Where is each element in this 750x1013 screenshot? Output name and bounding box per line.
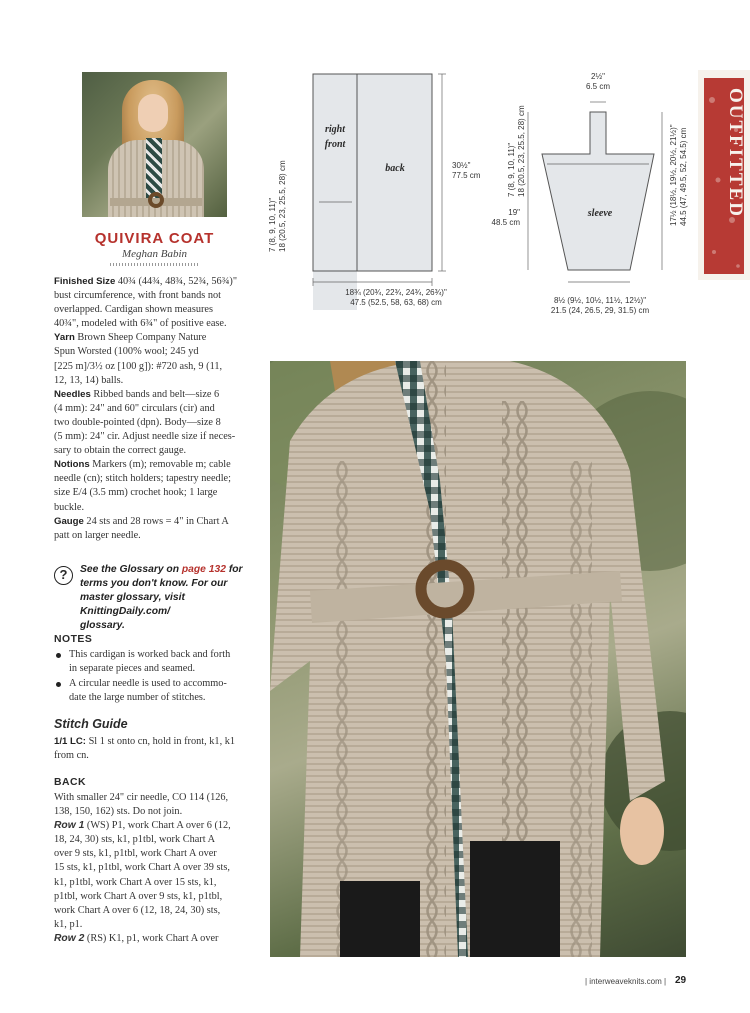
main-coat-photo — [270, 361, 686, 957]
glossary-page-link[interactable]: page 132 — [181, 564, 226, 575]
front-width-imperial: 7 (8, 9, 10, 11)" — [268, 197, 277, 252]
note-line: in separate pieces and seamed. — [69, 663, 196, 675]
sleeve-cuff-label — [530, 296, 670, 316]
spec-line: buckle. — [54, 501, 85, 513]
back-label: back — [385, 163, 405, 174]
bullet-icon — [56, 682, 61, 687]
sleeve-top-metric: 6.5 cm — [585, 82, 610, 91]
finished-size-block — [54, 275, 266, 543]
body-width-metric: 47.5 (52.5, 58, 63, 68) cm — [350, 298, 442, 307]
plaid-shirt-shape — [146, 138, 162, 198]
spec-line: size E/4 (3.5 mm) crochet hook; 1 large — [54, 487, 218, 499]
sleeve-cap-imperial: 7 (8, 9, 10, 11)" — [507, 142, 516, 197]
right-front-label — [313, 122, 357, 152]
instruction-line: With smaller 24" cir needle, CO 114 (126, — [54, 792, 229, 803]
needles-label: Needles — [54, 388, 91, 400]
sleeve-cuff-imperial: 8½ (9½, 10½, 11½, 12½)" — [553, 296, 647, 305]
glossary-url-link[interactable]: master glossary, visit KnittingDaily.com/ — [80, 592, 185, 617]
row2-label: Row 2 — [54, 932, 85, 944]
question-icon: ? — [54, 566, 73, 585]
body-length-label — [452, 161, 480, 181]
note-line: date the large number of stitches. — [69, 692, 206, 704]
bullet-icon — [56, 653, 61, 658]
pattern-title: QUIVIRA COAT — [94, 230, 215, 247]
spec-line: Markers (m); removable m; cable — [89, 459, 231, 471]
sleeve-length-metric: 48.5 cm — [491, 218, 520, 227]
glossary-line: glossary. — [80, 620, 125, 631]
instruction-line: (WS) P1, work Chart A over 6 (12, — [84, 820, 231, 832]
glossary-pre: See the Glossary on — [80, 564, 182, 575]
section-tab — [698, 70, 750, 280]
photo-illustration — [270, 361, 686, 957]
spec-line: sary to obtain the correct gauge. — [54, 445, 187, 457]
body-width-imperial: 18¾ (20¾, 22¾, 24¾, 26¾)" — [345, 288, 447, 297]
body-length-imperial: 30½" — [452, 161, 471, 170]
sleeve-cuff-metric: 21.5 (24, 26.5, 29, 31.5) cm — [550, 306, 650, 315]
note-item — [54, 648, 262, 678]
sleeve-upper-width-imperial: 17½ (18½, 19½, 20½, 21½)" — [669, 124, 678, 226]
spec-line: 40¾ (44¾, 48¾, 52¾, 56¾)" — [115, 276, 238, 287]
cable-panel — [570, 461, 592, 957]
tab-stamp — [698, 70, 750, 280]
sleeve-top-imperial: 2½" — [591, 72, 605, 81]
right-front-label-line: right — [324, 124, 345, 135]
instruction-line: over 9 sts, k1, p1tbl, work Chart A over — [54, 848, 217, 860]
stitch-guide-block — [54, 735, 266, 763]
right-front-label-line: front — [324, 139, 346, 150]
footer-site: | interweaveknits.com | — [585, 977, 667, 986]
spec-line: patt on larger needle. — [54, 529, 141, 541]
sleeve-top-label — [578, 72, 618, 92]
notes-heading: NOTES — [54, 634, 93, 645]
spec-line: bust circumference, with front bands not — [54, 290, 221, 302]
sleeve-length-label — [486, 208, 520, 228]
finished-size-label: Finished Size — [54, 276, 116, 287]
note-line: A circular needle is used to accommo- — [69, 678, 227, 689]
spec-line: Ribbed bands and belt—size 6 — [90, 388, 220, 400]
spec-line: overlapped. Cardigan shown measures — [54, 304, 213, 316]
spec-line: (5 mm): 24" cir. Adjust needle size if neces- — [54, 431, 236, 443]
yarn-label: Yarn — [54, 332, 75, 344]
glossary-text — [80, 563, 266, 633]
spec-line: Brown Sheep Company Nature — [74, 332, 207, 344]
glossary-line: terms you don't know. For our — [80, 578, 228, 589]
pattern-author: Meghan Babin — [121, 248, 188, 260]
stitch-line: from cn. — [54, 750, 89, 762]
spec-line: 40¾", modeled with 6¾" of positive ease. — [54, 318, 227, 330]
tab-text: OUTFITTED — [725, 88, 746, 218]
front-width-label — [268, 160, 288, 252]
hand-shape — [620, 797, 664, 865]
spec-line: 24 sts and 28 rows = 4" in Chart A — [83, 515, 229, 527]
body-schematic — [255, 60, 495, 310]
page-number: 29 — [675, 975, 687, 986]
title-divider — [110, 263, 200, 266]
face-shape — [138, 94, 168, 132]
sleeve-schematic — [520, 90, 670, 300]
row1-label: Row 1 — [54, 820, 85, 832]
body-length-metric: 77.5 cm — [452, 171, 481, 180]
note-item — [54, 677, 262, 707]
back-instructions — [54, 791, 266, 946]
gauge-label: Gauge — [54, 515, 84, 527]
coat-body-shape — [270, 361, 665, 957]
stitch-abbrev-label: 1/1 LC: — [54, 736, 86, 747]
stitch-guide-heading: Stitch Guide — [54, 717, 128, 731]
instruction-line: (RS) K1, p1, work Chart A over — [84, 932, 219, 944]
sleeve-upper-width-label — [669, 124, 689, 226]
instruction-line: 15 sts, k1, p1tbl, work Chart A over 39 sts, — [54, 862, 230, 874]
note-line: This cardigan is worked back and forth — [69, 649, 231, 660]
notions-label: Notions — [54, 459, 90, 471]
spec-line: Spun Worsted (100% wool; 245 yd — [54, 346, 199, 358]
front-width-metric: 18 (20.5, 23, 25.5, 28) cm — [278, 160, 287, 252]
sleeve-length-imperial: 19" — [508, 208, 520, 217]
stitch-line: Sl 1 st onto cn, hold in front, k1, k1 — [86, 736, 236, 747]
instruction-line: work Chart A over 6 (12, 18, 24, 30) sts, — [54, 904, 221, 916]
sleeve-label: sleeve — [587, 208, 613, 219]
sleeve-upper-width-metric: 44.5 (47, 49.5, 52, 54.5) cm — [679, 127, 688, 226]
instruction-line: 138, 150, 162) sts. Do not join. — [54, 806, 183, 818]
model-thumbnail-photo — [82, 72, 227, 217]
spec-line: (4 mm): 24" and 60" circulars (cir) and — [54, 402, 215, 414]
instruction-line: k1, p1. — [54, 918, 83, 930]
back-heading: BACK — [54, 777, 87, 788]
sleeve-shape — [542, 112, 654, 270]
body-width-label — [296, 288, 496, 308]
sleeve-cap-metric: 18 (20.5, 23, 25.5, 28) cm — [517, 105, 526, 197]
spec-line: [225 m]/3½ oz [100 g]): #720 ash, 9 (11, — [54, 360, 223, 372]
buckle-shape — [148, 192, 164, 208]
legs-shape — [470, 841, 560, 957]
spec-line: two double-pointed (dpn). Body—size 8 — [54, 416, 221, 428]
spec-line: needle (cn); stitch holders; tapestry needle; — [54, 473, 231, 485]
instruction-line: 18, 24, 30) sts, k1, p1tbl, work Chart A — [54, 834, 216, 846]
legs-shape — [340, 881, 420, 957]
instruction-line: k1, p1tbl, work Chart A over 15 sts, k1, — [54, 876, 217, 888]
instruction-line: p1tbl, work Chart A over 9 sts, k1, p1tbl, — [54, 890, 223, 902]
spec-line: 12, 13, 14) balls. — [54, 374, 124, 386]
glossary-post: for — [225, 564, 243, 575]
sleeve-cap-label — [507, 105, 527, 197]
